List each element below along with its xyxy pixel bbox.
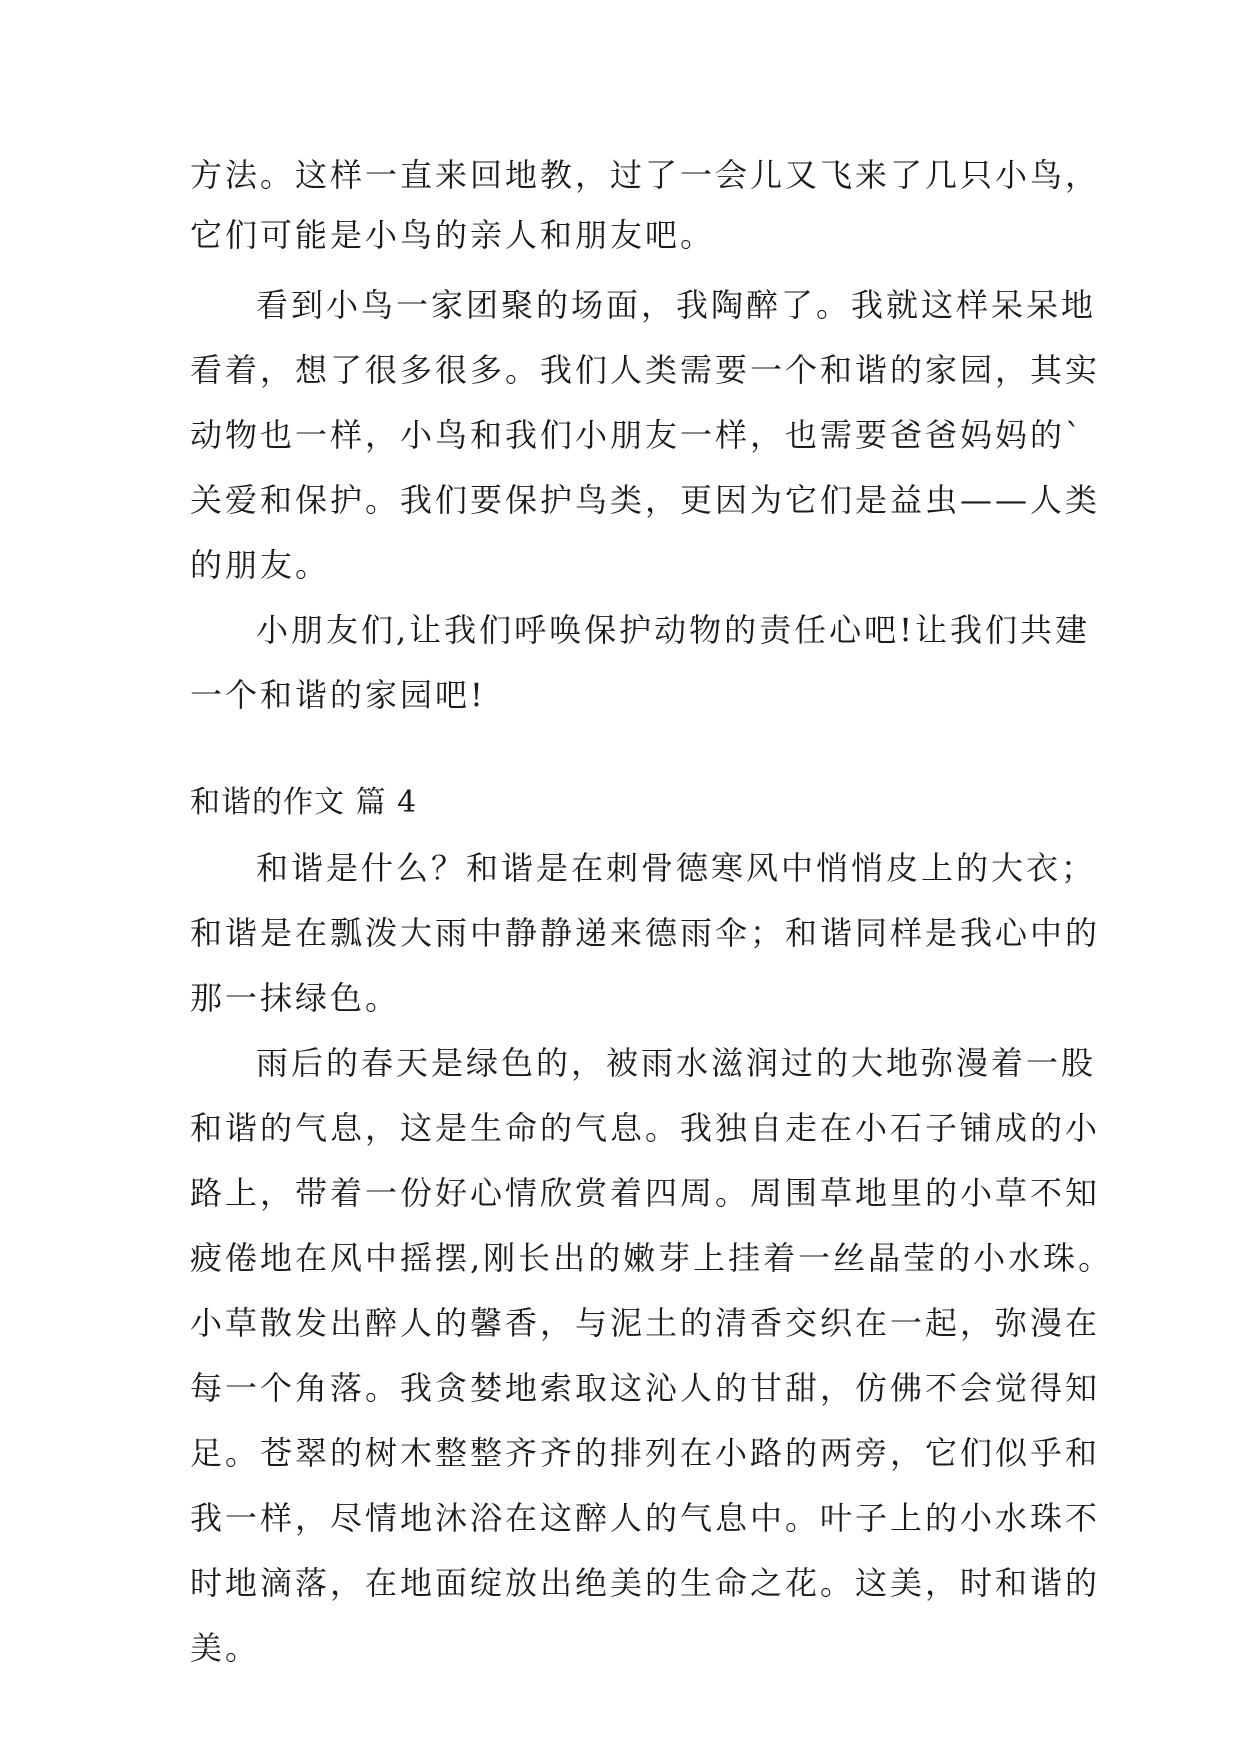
paragraph-line: 和谐是在瓢泼大雨中静静递来德雨伞；和谐同样是我心中的 bbox=[190, 914, 1101, 952]
paragraph-line: 小草散发出醉人的馨香，与泥土的清香交织在一起，弥漫在 bbox=[190, 1304, 1101, 1342]
paragraph-line: 每一个角落。我贪婪地索取这沁人的甘甜，仿佛不会觉得知 bbox=[190, 1369, 1101, 1407]
paragraph-line: 一个和谐的家园吧! bbox=[190, 676, 486, 714]
paragraph-line: 时地滴落，在地面绽放出绝美的生命之花。这美，时和谐的 bbox=[190, 1564, 1101, 1602]
paragraph-line: 小朋友们,让我们呼唤保护动物的责任心吧!让我们共建 bbox=[256, 611, 1091, 649]
paragraph-line: 美。 bbox=[190, 1629, 261, 1667]
paragraph-line: 看到小鸟一家团聚的场面，我陶醉了。我就这样呆呆地 bbox=[256, 286, 1097, 324]
paragraph-line: 我一样，尽情地沐浴在这醉人的气息中。叶子上的小水珠不 bbox=[190, 1499, 1101, 1537]
paragraph-line: 看着，想了很多很多。我们人类需要一个和谐的家园，其实 bbox=[190, 351, 1101, 389]
paragraph-line: 和谐的气息，这是生命的气息。我独自走在小石子铺成的小 bbox=[190, 1109, 1101, 1147]
paragraph-line: 路上，带着一份好心情欣赏着四周。周围草地里的小草不知 bbox=[190, 1174, 1101, 1212]
paragraph-line: 足。苍翠的树木整整齐齐的排列在小路的两旁，它们似乎和 bbox=[190, 1434, 1101, 1472]
paragraph-line: 方法。这样一直来回地教，过了一会儿又飞来了几只小鸟， bbox=[190, 156, 1101, 194]
paragraph-line: 雨后的春天是绿色的，被雨水滋润过的大地弥漫着一股 bbox=[256, 1044, 1097, 1082]
paragraph-line: 的朋友。 bbox=[190, 546, 331, 584]
paragraph-line: 关爱和保护。我们要保护鸟类，更因为它们是益虫——人类 bbox=[190, 481, 1101, 519]
section-heading: 和谐的作文 篇 4 bbox=[190, 785, 418, 820]
paragraph-line: 那一抹绿色。 bbox=[190, 979, 401, 1017]
paragraph-line: 和谐是什么？和谐是在刺骨德寒风中悄悄皮上的大衣； bbox=[256, 849, 1097, 887]
paragraph-line: 疲倦地在风中摇摆,刚长出的嫩芽上挂着一丝晶莹的小水珠。 bbox=[190, 1239, 1114, 1277]
paragraph-line: 它们可能是小鸟的亲人和朋友吧。 bbox=[190, 216, 716, 254]
paragraph-line: 动物也一样，小鸟和我们小朋友一样，也需要爸爸妈妈的` bbox=[190, 416, 1085, 454]
